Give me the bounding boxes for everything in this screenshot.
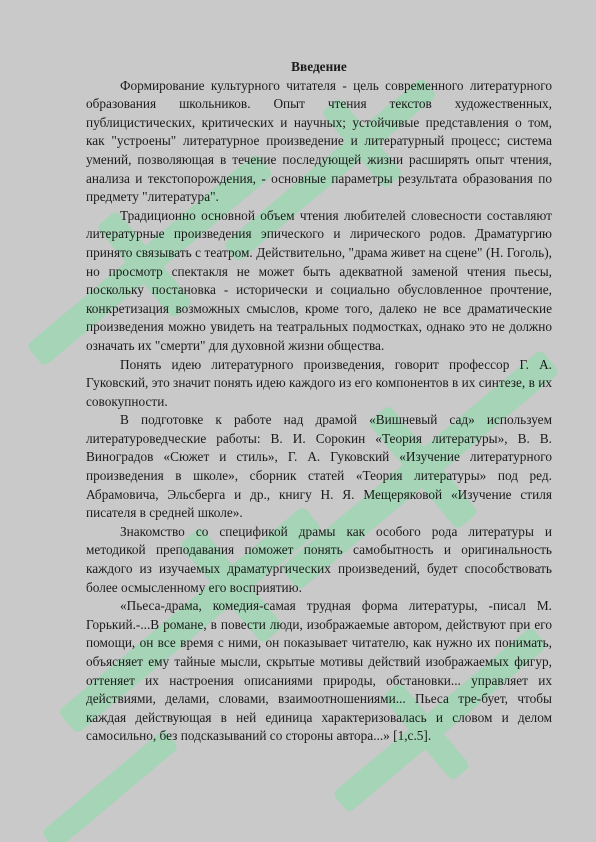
- paragraph-6: «Пьеса-драма, комедия-самая трудная форма литературы, -писал М. Горький.-...В романе, в повести люди, изображаемые автором, действуют при его помощи, он все время с ними, он показывает читателю, как нужно их понимать, объясняет ему тайные мысли, скрытые мотивы действий изображаемых фигур, оттеняет их настроения описаниями природы, обстановки... управляет их действиями, делами, словами, взаимоотношениями... Пьеса тре-бует, чтобы каждая действующая в ней единица характеризовалась и словом и делом самосильно, без подсказываний со стороны автора...» [1,с.5].: [86, 598, 552, 744]
- paragraph-1: Формирование культурного читателя - цель современного литературного образования школьников. Опыт чтения текстов художественных, публицистических, критических и научных; устойчивые представления о том, как "устроены" литературное произведение и литературный процесс; система умений, позволяющая в течение последующей жизни расширять опыт чтения, анализа и текстопорождения, - основные параметры результата образования по предмету "литература".: [86, 77, 552, 205]
- document-page: [86, 58, 552, 746]
- paragraph-4: В подготовке к работе над драмой «Вишневый сад» используем литературоведческие работы: В. И. Сорокин «Теория литературы», В. В. Виноградов «Сюжет и стиль», Г. А. Гуковский «Изучение литературного произведения в школе», сборник статей «Теория литературы» под ред. Абрамовича, Эльсберга и др., книгу Н. Я. Мещеряковой «Изучение стиля писателя в средней школе».: [86, 412, 552, 521]
- paragraph-2: Традиционно основной объем чтения любителей словесности составляют литературные произведения эпического и лирического родов. Драматургию принято связывать с театром. Действительно, "драма живет на сцене" (Н. Гоголь), но просмотр спектакля не может быть адекватной заменой чтения пьесы, поскольку постановка - исторически и социально обусловленное прочтение, конкретизация возможных смыслов, кроме того, далеко не все драматические произведения можно увидеть на театральных подмостках, однако это не должно означать их "смерти" для духовной жизни общества.: [86, 207, 552, 353]
- paragraph-3: Понять идею литературного произведения, говорит профессор Г. А. Гуковский, это значит понять идею каждого из его компонентов в их синтезе, в их совокупности.: [86, 356, 552, 409]
- document-title: Введение: [291, 59, 347, 74]
- paragraph-5: Знакомство со спецификой драмы как особого рода литературы и методикой преподавания поможет понять самобытность и оригинальность каждого из изучаемых драматургических произведений, будет способствовать более осмысленному его восприятию.: [86, 523, 552, 595]
